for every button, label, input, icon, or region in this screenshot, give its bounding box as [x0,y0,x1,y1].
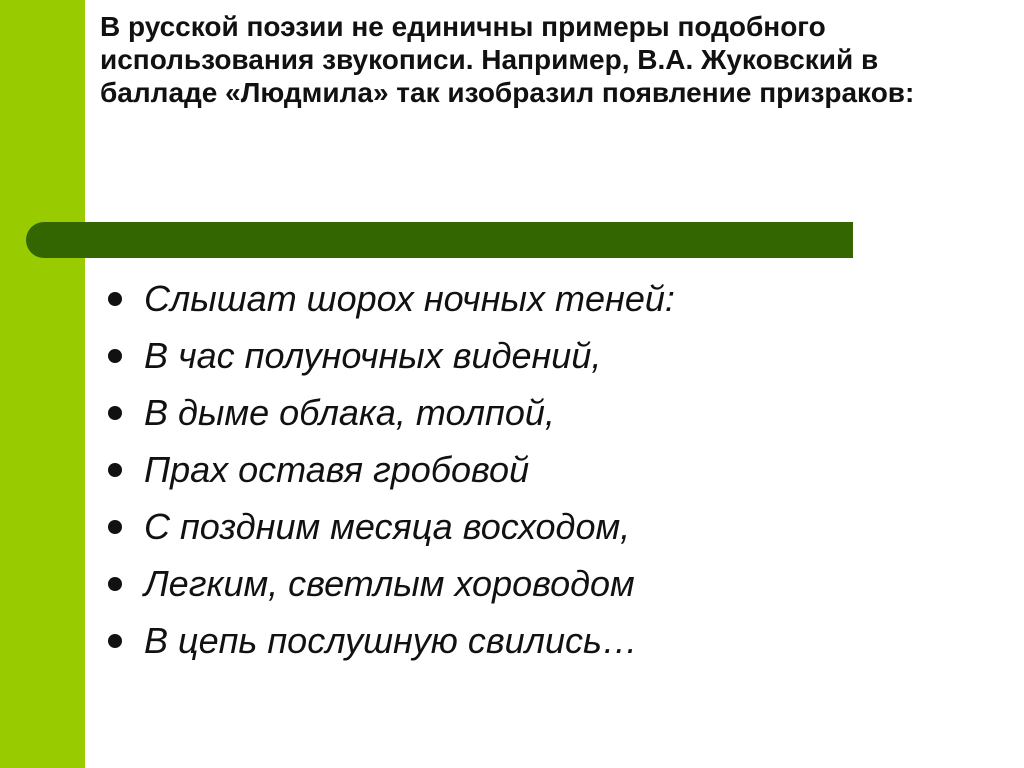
poem-line: В час полуночных видений, [144,335,602,376]
list-item [108,441,675,498]
bullet-icon [108,406,122,420]
list-item [108,327,675,384]
bullet-icon [108,577,122,591]
list-item [108,384,675,441]
list-item [108,555,675,612]
list-item [108,270,675,327]
poem-list [108,270,675,669]
list-item [108,612,675,669]
poem-line: В дыме облака, толпой, [144,392,555,433]
bullet-icon [108,520,122,534]
left-accent-bar [0,0,85,768]
poem-line: Легким, светлым хороводом [144,563,635,604]
bullet-icon [108,463,122,477]
poem-line: В цепь послушную свились… [144,620,638,661]
poem-line: Прах оставя гробовой [144,449,530,490]
bullet-icon [108,634,122,648]
poem-line: Слышат шорох ночных теней: [144,278,675,319]
slide-title: В русской поэзии не единичны примеры подобного использования звукописи. Например, В.А. Жуковский в балладе «Людмила» так изобразил появление призраков: [100,11,915,108]
bullet-icon [108,349,122,363]
divider-bar [26,222,853,258]
poem-line: С поздним месяца восходом, [144,506,631,547]
bullet-icon [108,292,122,306]
list-item [108,498,675,555]
